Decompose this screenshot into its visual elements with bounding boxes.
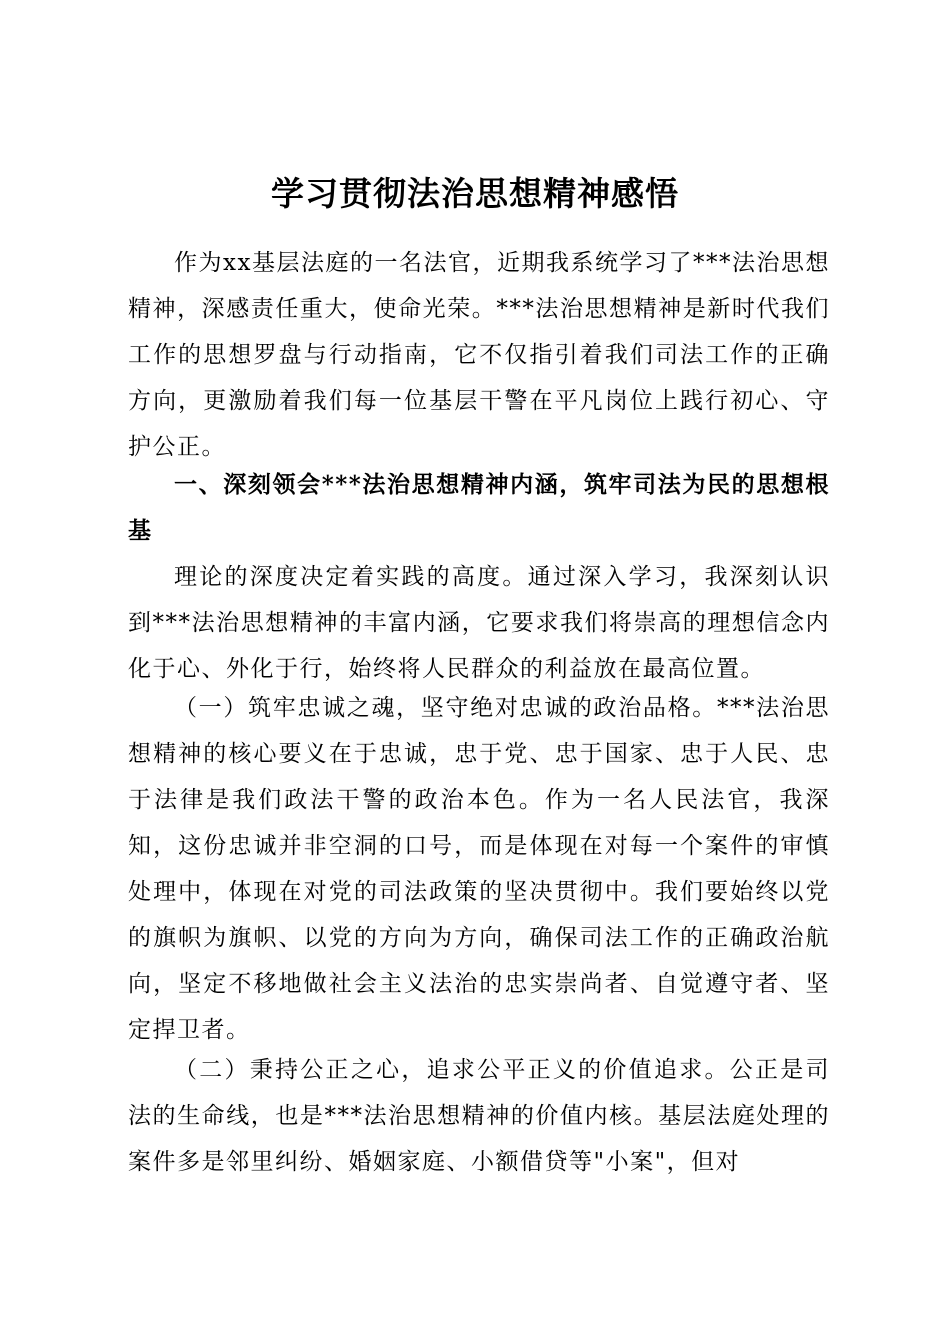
- document-title: 学习贯彻法治思想精神感悟: [271, 174, 679, 213]
- subsection-two-paragraph: （二）秉持公正之心，追求公平正义的价值追求。公正是司法的生命线，也是***法治思想精神的价值内核。基层法庭处理的案件多是邻里纠纷、婚姻家庭、小额借贷等"小案"，但对: [128, 1057, 830, 1175]
- subsection-one-paragraph: （一）筑牢忠诚之魂，坚守绝对忠诚的政治品格。***法治思想精神的核心要义在于忠诚，忠于党、忠于国家、忠于人民、忠于法律是我们政法干警的政治本色。作为一名人民法官，我深知，这份忠诚并非空洞的口号，而是体现在对每一个案件的审慎处理中，体现在对党的司法政策的坚决贯彻中。我们要始终以党的旗帜为旗帜、以党的方向为方向，确保司法工作的正确政治航向，坚定不移地做社会主义法治的忠实崇尚者、自觉遵守者、坚定捍卫者。: [128, 695, 830, 1043]
- section-one-heading: 一、深刻领会***法治思想精神内涵，筑牢司法为民的思想根基: [128, 471, 830, 544]
- intro-paragraph: 作为xx基层法庭的一名法官，近期我系统学习了***法治思想精神，深感责任重大，使命光荣。***法治思想精神是新时代我们工作的思想罗盘与行动指南，它不仅指引着我们司法工作的正确方向，更激励着我们每一位基层干警在平凡岗位上践行初心、守护公正。: [128, 250, 830, 460]
- section-one-intro-paragraph: 理论的深度决定着实践的高度。通过深入学习，我深刻认识到***法治思想精神的丰富内涵，它要求我们将崇高的理想信念内化于心、外化于行，始终将人民群众的利益放在最高位置。: [128, 564, 830, 682]
